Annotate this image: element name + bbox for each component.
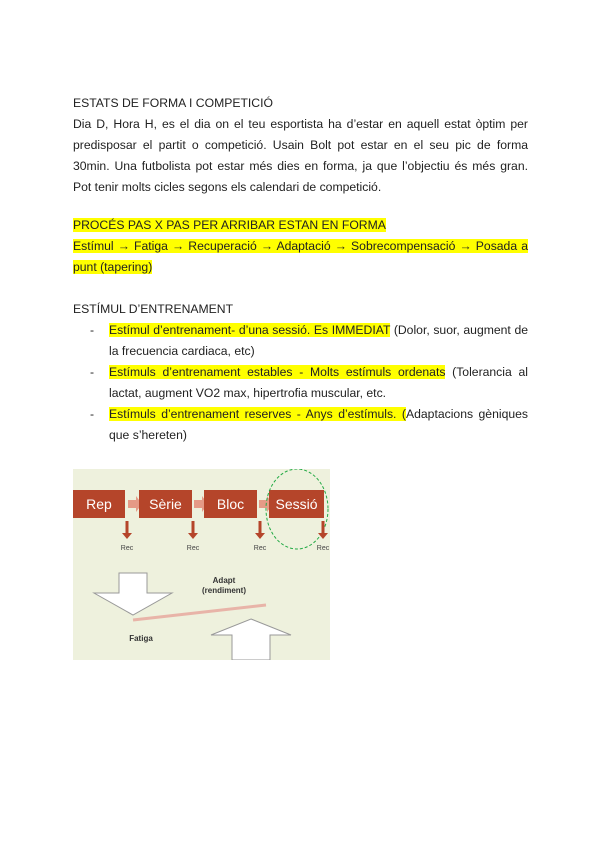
section-training-stimulus [73, 299, 528, 446]
rec-label-4: Rec [316, 545, 330, 552]
adaptation-up-arrow [211, 619, 291, 660]
rec-arrow-3 [255, 521, 265, 539]
box-serie-label: Sèrie [149, 496, 182, 512]
section-title-form-states: ESTATS DE FORMA I COMPETICIÓ [73, 96, 273, 110]
adaptation-line [133, 605, 266, 620]
rec-label-1: Rec [120, 545, 134, 552]
adapt-label-line1: Adapt [212, 576, 236, 585]
box-sessio-label: Sessió [275, 496, 318, 512]
section-title-training-stimulus: ESTÍMUL D’ENTRENAMENT [73, 302, 234, 316]
section-form-states [73, 93, 528, 198]
rec-label-3: Rec [253, 545, 267, 552]
diagram-svg [73, 469, 330, 660]
paragraph-form-states: Dia D, Hora H, es el dia on el teu esportista ha d’estar en aquell estat òptim per predisposar el partit o competició. Usain Bolt pot estar en el seu pic de forma 30min. Una futbolista pot estar més dies en forma, ja que l’objectiu és més gran. Pot tenir molts cicles segons els calendari de competició. [73, 117, 528, 194]
section-process [73, 215, 528, 278]
section-title-process: PROCÉS PAS X PAS PER ARRIBAR ESTAN EN FORMA [73, 218, 386, 232]
fatigue-label: Fatiga [129, 634, 153, 643]
rec-arrow-2 [188, 521, 198, 539]
rec-label-2: Rec [186, 545, 200, 552]
list-item: - Estímuls d’entrenament reserves - Anys d’estímuls. (Adaptacions gèniques que s’hereten) [90, 407, 529, 442]
stimulus-list [73, 320, 528, 446]
box-rep-label: Rep [86, 496, 112, 512]
training-stimulus-diagram [73, 469, 330, 660]
adapt-label-line2: (rendiment) [202, 586, 246, 595]
list-item: - Estímuls d’entrenament estables - Molts estímuls ordenats (Tolerancia al lactat, augment VO2 max, hipertrofia muscular, etc. [90, 365, 528, 400]
rec-arrow-1 [122, 521, 132, 539]
list-item: - Estímul d’entrenament- d’una sessió. Es IMMEDIAT (Dolor, suor, augment de la frecuencia cardiaca, etc) [90, 323, 528, 358]
fatigue-down-arrow [94, 573, 172, 615]
box-bloc-label: Bloc [216, 496, 245, 512]
rec-arrow-4 [318, 521, 328, 539]
process-sequence: Estímul → Fatiga → Recuperació → Adaptació → Sobrecompensació → Posada a punt (tapering) [73, 239, 528, 274]
